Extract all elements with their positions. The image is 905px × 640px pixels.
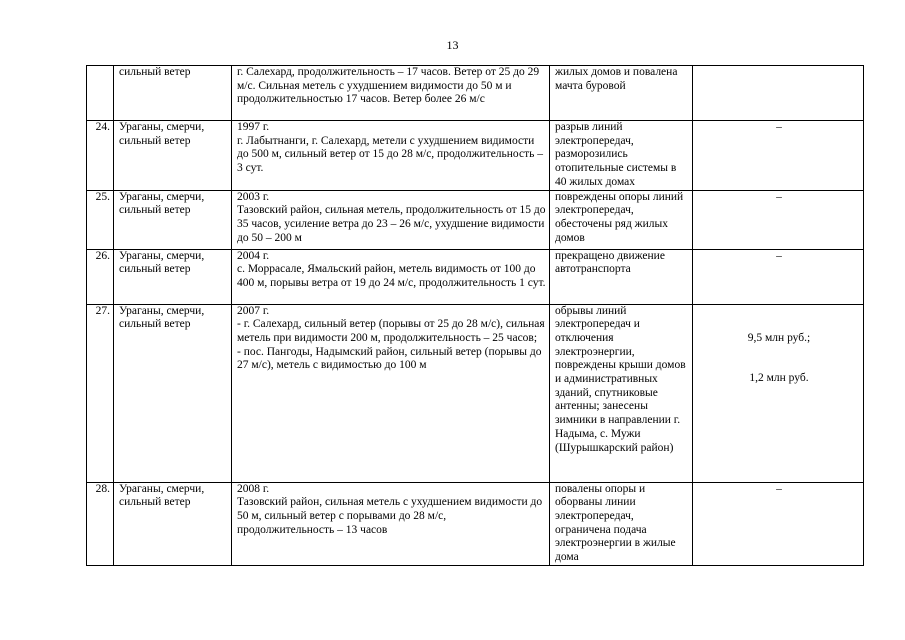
row-number: 28. — [87, 482, 114, 565]
table-row — [87, 121, 864, 191]
event-consequences: повалены опоры и оборваны линии электропередач, ограничена подача электроэнергии в жилые дома — [550, 482, 693, 565]
event-description: 2008 г. Тазовский район, сильная метель с ухудшением видимости до 50 м, сильный ветер с порывами до 28 м/с, продолжительность – 13 часов — [232, 482, 550, 565]
damage-amount-2: 1,2 млн руб. — [749, 372, 809, 385]
event-damage: – — [693, 249, 864, 304]
event-damage: – — [693, 121, 864, 191]
event-description: 2007 г. - г. Салехард, сильный ветер (порывы от 25 до 28 м/с), сильная метель при видимости 200 м, продолжительность – 25 часов; - пос. Пангоды, Надымский район, сильный ветер (порывы до 27 м/с), метель с видимостью до 100 м — [232, 304, 550, 482]
event-type: Ураганы, смерчи, сильный ветер — [114, 190, 232, 249]
row-number: 25. — [87, 190, 114, 249]
row-number — [87, 66, 114, 121]
table-row — [87, 249, 864, 304]
event-description: г. Салехард, продолжительность – 17 часов. Ветер от 25 до 29 м/с. Сильная метель с ухудшением видимости до 50 м и продолжительностью 17 часов. Ветер более 26 м/с — [232, 66, 550, 121]
event-description: 2004 г. с. Моррасале, Ямальский район, метель видимость от 100 до 400 м, порывы ветра от 19 до 24 м/с, продолжительность 1 сут. — [232, 249, 550, 304]
table-row — [87, 66, 864, 121]
event-description: 2003 г. Тазовский район, сильная метель, продолжительность от 15 до 35 часов, усиление ветра до 23 – 26 м/с, ухудшение видимости до 50 – 200 м — [232, 190, 550, 249]
row-number: 26. — [87, 249, 114, 304]
event-damage — [693, 304, 864, 482]
event-consequences: жилых домов и повалена мачта буровой — [550, 66, 693, 121]
row-number: 27. — [87, 304, 114, 482]
damage-amount-1: 9,5 млн руб.; — [747, 331, 811, 344]
event-type: Ураганы, смерчи, сильный ветер — [114, 304, 232, 482]
event-type: Ураганы, смерчи, сильный ветер — [114, 121, 232, 191]
events-table — [86, 65, 864, 566]
event-description: 1997 г. г. Лабытнанги, г. Салехард, метели с ухудшением видимости до 500 м, сильный ветер от 15 до 28 м/с, продолжительность – 3 сут. — [232, 121, 550, 191]
page-number: 13 — [446, 38, 459, 52]
event-consequences: обрывы линий электропередач и отключения электроэнергии, повреждены крыши домов и административных зданий, спутниковые антенны; занесены зимники в направлении г. Надыма, с. Мужи (Шурышкарский район) — [550, 304, 693, 482]
table-row — [87, 190, 864, 249]
event-damage: – — [693, 190, 864, 249]
event-consequences: прекращено движение автотранспорта — [550, 249, 693, 304]
table-row — [87, 304, 864, 482]
event-damage: – — [693, 482, 864, 565]
row-number: 24. — [87, 121, 114, 191]
event-type: Ураганы, смерчи, сильный ветер — [114, 482, 232, 565]
table-row — [87, 482, 864, 565]
event-consequences: разрыв линий электропередач, разморозились отопительные системы в 40 жилых домах — [550, 121, 693, 191]
event-type: Ураганы, смерчи, сильный ветер — [114, 249, 232, 304]
event-consequences: повреждены опоры линий электропередач, обесточены ряд жилых домов — [550, 190, 693, 249]
event-damage — [693, 66, 864, 121]
event-type: сильный ветер — [114, 66, 232, 121]
